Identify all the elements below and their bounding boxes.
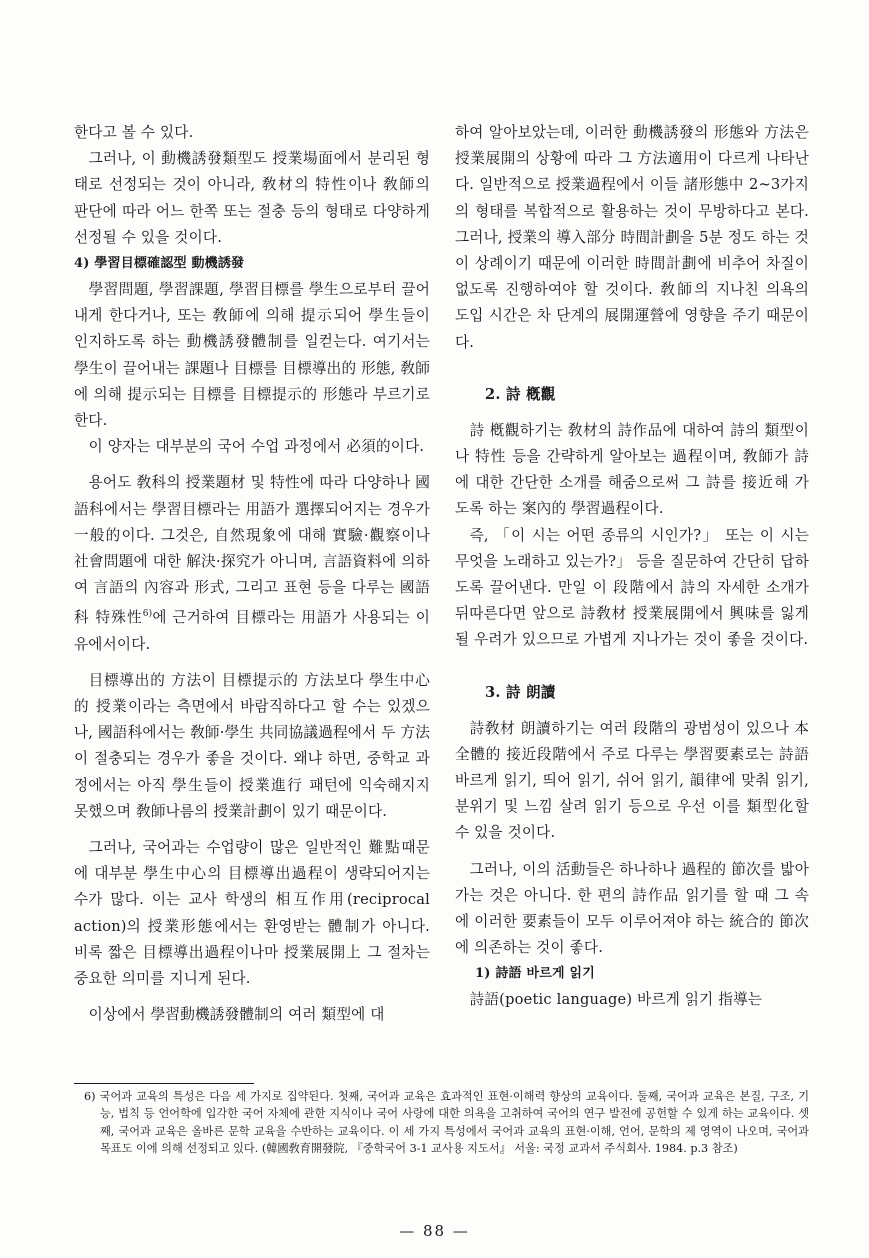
footnote: 6) 국어과 교육의 특성은 다음 세 가지로 집약된다. 첫째, 국어과 교육은 효과적인 표현·이해력 향상의 교육이다. 둘째, 국어과 교육은 본질, 구조, 기능, 법칙 등 언어학에 입각한 국어 자체에 관한 지식이나 국어 사랑에 대한 의욕을 고취하여 국어의 연구 발전에 공헌할 수 있게 하는 교육이다. 셋째, 국어과 교육은 올바른 문학 교육을 수반하는 교육이다. 이 세 가지 특성에서 국어과 교육의 표현·이해, 언어, 문학의 제 영역이 나오며, 국어과 목표도 이에 의해 선정되고 있다. (韓國敎育開發院, 『중학국어 3-1 교사용 지도서』 서울: 국정 교과서 주식회사. 1984. p.3 참조): [84, 1090, 809, 1156]
paragraph: [74, 470, 430, 657]
paragraph-text-tail: 에 근거하여 目標라는 用語가 사용되는 이유에서이다.: [74, 609, 431, 653]
section-heading: 4) 學習目標確認型 動機誘發: [74, 256, 245, 272]
footnote-divider: [74, 1083, 254, 1084]
subsection-heading: 1) 詩語 바르게 읽기: [475, 966, 595, 982]
paragraph: 한다고 볼 수 있다.: [74, 124, 194, 141]
paragraph: 詩敎材 朗讀하기는 여러 段階의 광범성이 있으나 本 全體的 接近段階에서 주로 다루는 學習要素로는 詩語 바르게 읽기, 띄어 읽기, 쉬어 읽기, 韻律에 맞춰 읽기, 분위기 및 느낌 살려 읽기 등으로 우선 이를 類型化할 수 있을 것이다.: [455, 719, 809, 842]
paragraph: 이상에서 學習動機誘發體制의 여러 類型에 대: [88, 1006, 385, 1024]
paragraph: 學習問題, 學習課題, 學習目標를 學生으로부터 끌어내게 한다거나, 또는 敎師에 의해 提示되어 學生들이 인지하도록 하는 動機誘發體制를 일컫는다. 여기서는 學生이 끌어내는 課題나 目標를 目標導出的 形態, 敎師에 의해 提示되는 目標를 目標提示的 形態라 부르기로 한다.: [74, 281, 430, 430]
paragraph: 하여 알아보았는데, 이러한 動機誘發의 形態와 方法은 授業展開의 상황에 따라 그 方法適用이 다르게 나타난다. 일반적으로 授業過程에서 이들 諸形態中 2~3가지의 형태를 복합적으로 활용하는 것이 무방하다고 본다. 그러나, 授業의 導入部分 時間計劃을 5분 정도 하는 것이 상례이기 때문에 이러한 時間計劃에 비추어 차질이 없도록 진행하여야 할 것이다. 敎師의 지나친 의욕의 도입 시간은 차 단계의 展開運營에 영향을 주기 때문이다.: [455, 124, 809, 351]
paragraph: 그러나, 국어과는 수업량이 많은 일반적인 難點때문에 대부분 學生中心의 目標導出過程이 생략되어지는 수가 많다. 이는 교사 학생의 相互作用(reciprocal action)의 授業形態에서는 환영받는 體制가 아니다. 비록 짧은 目標導出過程이나마 授業展開上 그 절차는 중요한 의미를 지니게 된다.: [74, 838, 430, 987]
footnote-area: [84, 1088, 809, 1158]
paragraph: 目標導出的 方法이 目標提示的 方法보다 學生中心的 授業이라는 측면에서 바람직하다고 할 수는 있겠으나, 國語科에서는 敎師·學生 共同協議過程에서 두 方法이 절충되는 경우가 좋을 것이다. 왜냐 하면, 중학교 과정에서는 아직 學生들이 授業進行 패턴에 익숙해지지 못했으며 敎師나름의 授業計劃이 있기 때문이다.: [74, 671, 430, 820]
right-column: [455, 120, 809, 1014]
section-heading: 3. 詩 朗讀: [485, 683, 556, 701]
paragraph: 그러나, 이 動機誘發類型도 授業場面에서 분리된 형태로 선정되는 것이 아니라, 敎材의 特性이나 敎師의 판단에 따라 어느 한쪽 또는 절충 등의 형태로 다양하게 선정될 수 있을 것이다.: [74, 150, 430, 246]
footnote-ref: 6): [142, 609, 153, 620]
paragraph: 즉, 「이 시는 어떤 종류의 시인가?」 또는 이 시는 무엇을 노래하고 있는가?」 등을 질문하여 간단히 답하도록 끌어낸다. 만일 이 段階에서 詩의 자세한 소개가 뒤따른다면 앞으로 詩敎材 授業展開에서 興味를 잃게 될 우려가 있으므로 가볍게 지나가는 것이 좋을 것이다.: [455, 526, 809, 649]
paragraph: 詩語(poetic language) 바르게 읽기 指導는: [469, 991, 763, 1009]
paragraph: 그러나, 이의 活動들은 하나하나 過程的 節次를 밟아가는 것은 아니다. 한 편의 詩作品 읽기를 할 때 그 속에 이러한 要素들이 모두 이루어져야 하는 統合的 節次에 의존하는 것이 좋다.: [455, 860, 809, 957]
page-number: — 88 —: [399, 1222, 470, 1240]
paragraph-text: 용어도 敎科의 授業題材 및 特性에 따라 다양하나 國語科에서는 學習目標라는 用語가 選擇되어지는 경우가 一般的이다. 그것은, 自然現象에 대해 實驗·觀察이나 社會問題에 대한 解決·探究가 아니며, 言語資料에 의하여 言語의 內容과 形式, 그리고 표현 등을 다루는 國語科 特殊性: [74, 474, 430, 627]
paragraph: 詩 槪觀하기는 敎材의 詩作品에 대하여 詩의 類型이나 特性 등을 간략하게 알아보는 過程이며, 敎師가 詩에 대한 간단한 소개를 해줌으로써 그 詩를 接近해 가도록 하는 案內的 學習過程이다.: [455, 421, 809, 518]
paragraph: 이 양자는 대부분의 국어 수업 과정에서 必須的이다.: [88, 438, 425, 456]
section-heading: 2. 詩 槪觀: [485, 385, 556, 403]
left-column: [74, 120, 430, 1028]
